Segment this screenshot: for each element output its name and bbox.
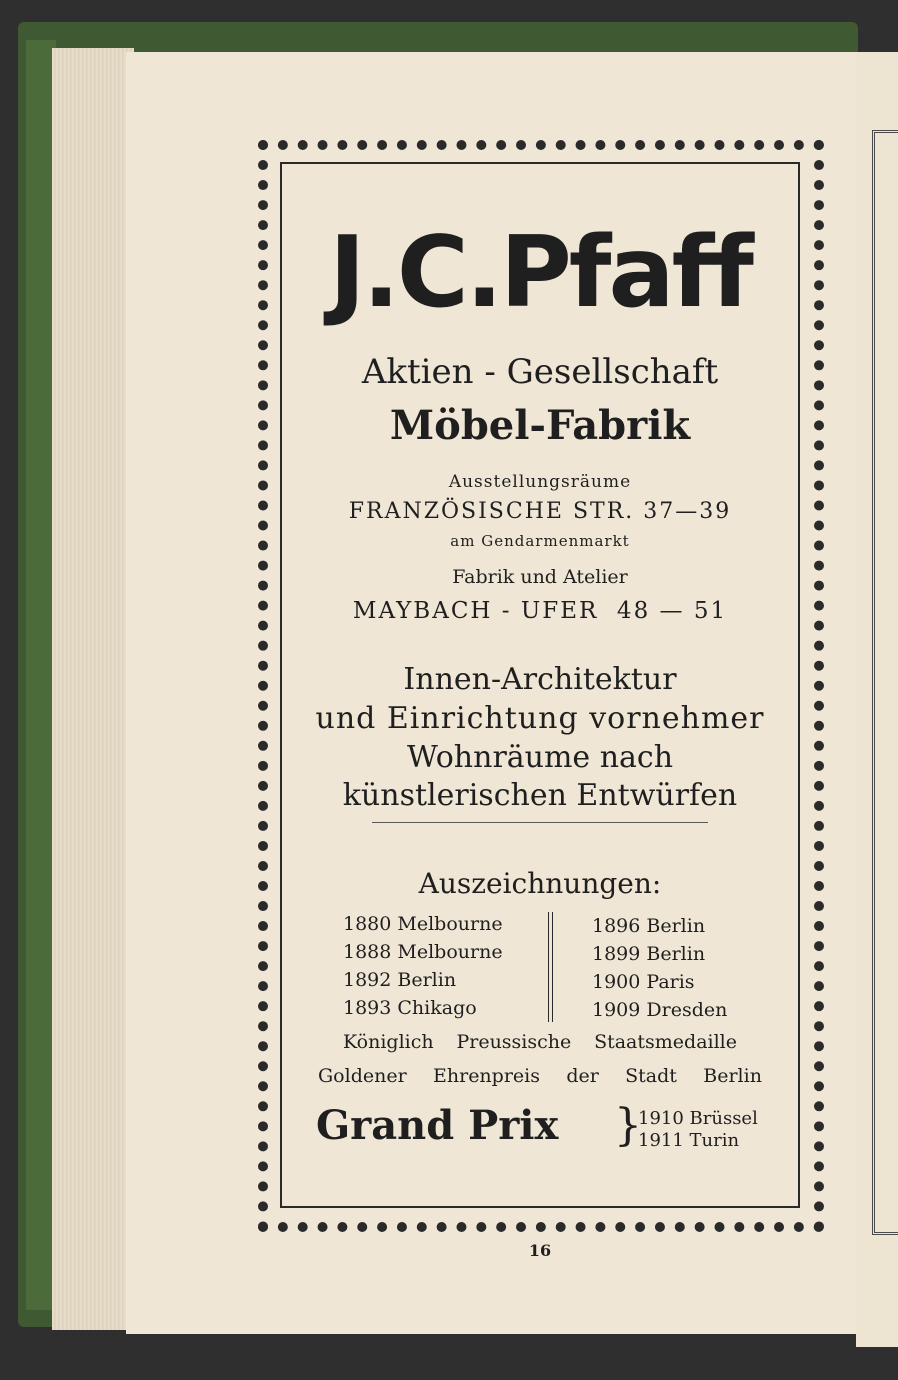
- brand-name: J.C.Pfaff: [329, 216, 751, 330]
- award-item: 1893 Chikago: [343, 997, 477, 1019]
- honor-word: Goldener: [318, 1065, 407, 1087]
- medal-word: Königlich: [343, 1031, 434, 1053]
- award-item: 1900 Paris: [592, 971, 695, 993]
- award-item: 1888 Melbourne: [343, 941, 503, 963]
- works-address: MAYBACH - UFER 48 — 51: [352, 598, 728, 624]
- column-divider: [548, 912, 549, 1022]
- slogan-line: künstlerischen Entwürfen: [342, 778, 738, 813]
- grand-prix-title: Grand Prix: [316, 1102, 559, 1149]
- showroom-label: Ausstellungsräume: [448, 472, 632, 492]
- medal-word: Staatsmedaille: [594, 1031, 737, 1053]
- honor-word: Stadt: [625, 1065, 677, 1087]
- honor-prize-line: [318, 1062, 762, 1090]
- honor-word: der: [566, 1065, 599, 1087]
- slogan-line: Wohnräume nach: [406, 740, 674, 775]
- page-edges: [52, 48, 134, 1330]
- medal-word: Preussische: [456, 1031, 572, 1053]
- slogan-line: Innen-Architektur: [403, 662, 677, 697]
- award-item: 1892 Berlin: [343, 969, 457, 991]
- honor-word: Ehrenpreis: [433, 1065, 540, 1087]
- works-label: Fabrik und Atelier: [452, 566, 628, 588]
- award-item: 1899 Berlin: [592, 943, 706, 965]
- company-type: Aktien - Gesellschaft: [361, 352, 719, 392]
- grand-prix-item: 1910 Brüssel: [638, 1108, 758, 1129]
- facing-page-border: [872, 130, 898, 1235]
- brace-symbol: }: [614, 1100, 642, 1151]
- divider-rule: [372, 822, 708, 823]
- award-item: 1880 Melbourne: [343, 913, 503, 935]
- award-item: 1896 Berlin: [592, 915, 706, 937]
- slogan-line: und Einrichtung vornehmer: [315, 701, 765, 736]
- showroom-address: FRANZÖSISCHE STR. 37—39: [348, 499, 732, 524]
- page-number: 16: [528, 1241, 552, 1260]
- grand-prix-item: 1911 Turin: [638, 1130, 740, 1151]
- state-medal-line: [343, 1028, 737, 1056]
- showroom-location-note: am Gendarmenmarkt: [450, 532, 630, 550]
- honor-word: Berlin: [703, 1065, 762, 1087]
- column-divider: [552, 912, 553, 1022]
- awards-heading: Auszeichnungen:: [418, 867, 662, 900]
- business-title: Möbel-Fabrik: [389, 402, 691, 449]
- award-item: 1909 Dresden: [592, 999, 728, 1021]
